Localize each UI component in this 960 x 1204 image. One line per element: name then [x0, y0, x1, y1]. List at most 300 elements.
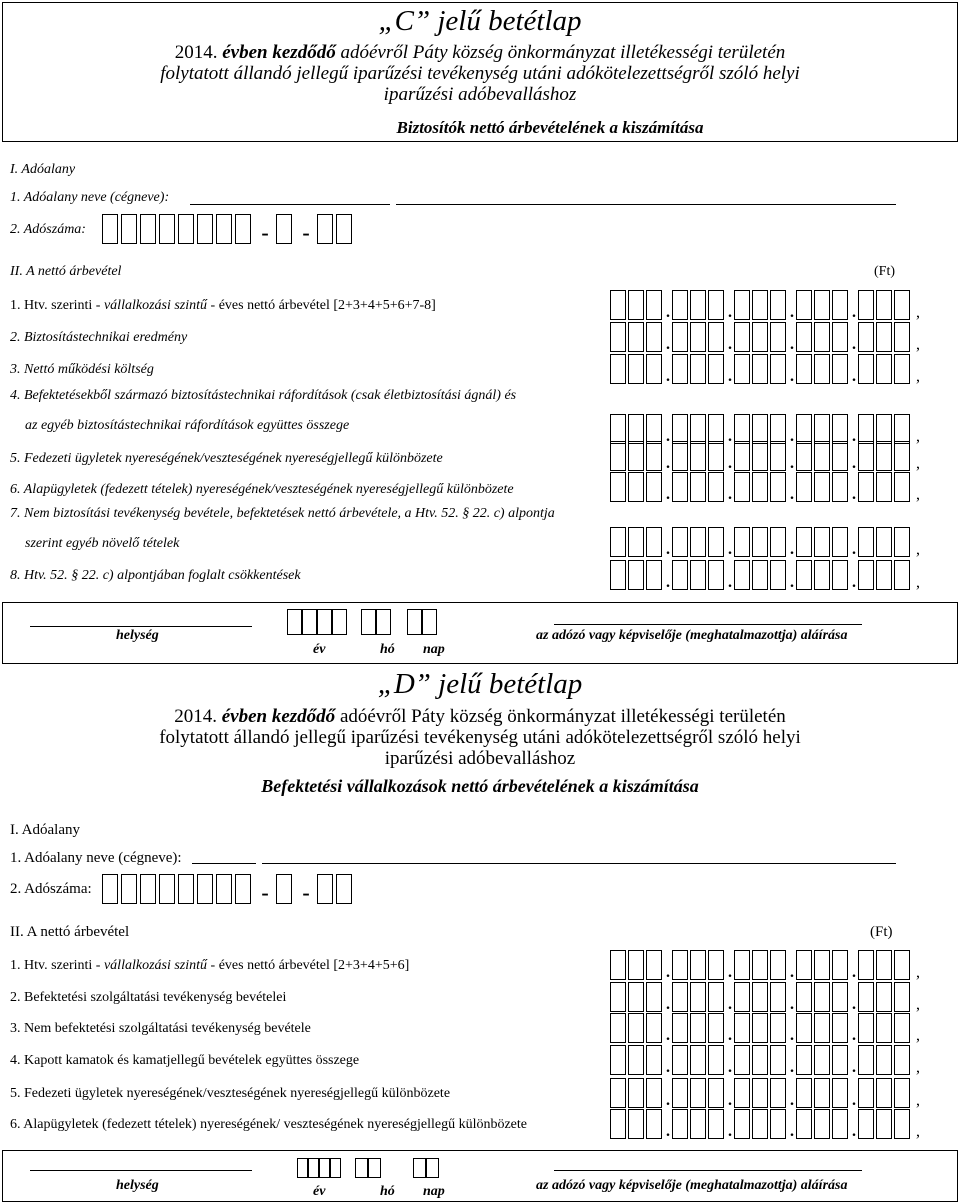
- amount-field-row-6[interactable]: [610, 472, 924, 502]
- digit-box[interactable]: [734, 560, 750, 590]
- digit-box[interactable]: [796, 290, 812, 320]
- digit-box[interactable]: [672, 1013, 688, 1043]
- digit-box[interactable]: [858, 982, 874, 1012]
- digit-box[interactable]: [894, 414, 910, 444]
- form-c-place-line[interactable]: [30, 626, 252, 627]
- digit-box[interactable]: [770, 560, 786, 590]
- digit-box[interactable]: [610, 354, 626, 384]
- amount-field-row-7[interactable]: [610, 527, 924, 557]
- digit-box[interactable]: [368, 1158, 381, 1178]
- row-text: - éves nettó árbevétel [2+3+4+5+6+7-8]: [207, 298, 436, 313]
- digit-box[interactable]: [876, 290, 892, 320]
- digit-box[interactable]: [319, 1158, 330, 1178]
- thousands-separator: .: [790, 304, 794, 321]
- digit-box[interactable]: [796, 950, 812, 980]
- digit-box[interactable]: [216, 874, 232, 904]
- digit-box[interactable]: [814, 472, 830, 502]
- digit-box[interactable]: [734, 1109, 750, 1139]
- thousands-separator: .: [790, 1027, 794, 1044]
- digit-box[interactable]: [734, 472, 750, 502]
- digit-box[interactable]: [628, 950, 644, 980]
- digit-box[interactable]: [646, 322, 662, 352]
- digit-box[interactable]: [894, 1013, 910, 1043]
- form-c-name-field[interactable]: [190, 204, 390, 205]
- digit-box[interactable]: [734, 322, 750, 352]
- row-text: - éves nettó árbevétel [2+3+4+5+6]: [207, 958, 410, 973]
- digit-box[interactable]: [814, 414, 830, 444]
- digit-box[interactable]: [858, 322, 874, 352]
- digit-box[interactable]: [690, 950, 706, 980]
- digit-box[interactable]: [876, 560, 892, 590]
- digit-box[interactable]: [610, 1109, 626, 1139]
- digit-box[interactable]: [121, 874, 137, 904]
- form-d-taxnumber-boxes[interactable]: [102, 874, 355, 904]
- digit-box[interactable]: [752, 1109, 768, 1139]
- digit-box[interactable]: [216, 214, 232, 244]
- digit-box[interactable]: [752, 1078, 768, 1108]
- digit-box[interactable]: [876, 322, 892, 352]
- digit-box[interactable]: [121, 214, 137, 244]
- thousands-separator: .: [790, 368, 794, 385]
- digit-box[interactable]: [796, 414, 812, 444]
- digit-box[interactable]: [832, 322, 848, 352]
- form-c-name-field-ext[interactable]: [396, 204, 896, 205]
- amount-field-row-2[interactable]: [610, 982, 924, 1012]
- digit-box[interactable]: [858, 1109, 874, 1139]
- digit-box[interactable]: [814, 322, 830, 352]
- form-c-row-3: 3. Nettó működési költség: [10, 362, 154, 377]
- digit-box[interactable]: [832, 441, 848, 471]
- digit-box[interactable]: [610, 1013, 626, 1043]
- digit-box[interactable]: [814, 560, 830, 590]
- digit-box[interactable]: [734, 441, 750, 471]
- digit-box[interactable]: [876, 982, 892, 1012]
- digit-box[interactable]: [814, 354, 830, 384]
- digit-box[interactable]: [796, 322, 812, 352]
- digit-box[interactable]: [770, 1078, 786, 1108]
- digit-box[interactable]: [894, 1109, 910, 1139]
- digit-box[interactable]: [858, 1013, 874, 1043]
- digit-box[interactable]: [858, 950, 874, 980]
- digit-box[interactable]: [734, 290, 750, 320]
- digit-box[interactable]: [610, 1078, 626, 1108]
- year-boxes[interactable]: [287, 609, 347, 635]
- digit-box[interactable]: [690, 527, 706, 557]
- digit-box[interactable]: [796, 982, 812, 1012]
- digit-box[interactable]: [894, 1045, 910, 1075]
- digit-box[interactable]: [610, 950, 626, 980]
- digit-box[interactable]: [672, 950, 688, 980]
- digit-box[interactable]: [336, 874, 352, 904]
- digit-box[interactable]: [708, 950, 724, 980]
- digit-box[interactable]: [628, 472, 644, 502]
- form-c-section-taxpayer: I. Adóalany: [10, 162, 76, 177]
- digit-box[interactable]: [690, 322, 706, 352]
- digit-box[interactable]: [796, 1045, 812, 1075]
- digit-box[interactable]: [734, 1045, 750, 1075]
- digit-box[interactable]: [317, 214, 333, 244]
- digit-box[interactable]: [197, 214, 213, 244]
- digit-box[interactable]: [734, 414, 750, 444]
- digit-box[interactable]: [610, 982, 626, 1012]
- digit-box[interactable]: [690, 472, 706, 502]
- digit-box[interactable]: [332, 609, 347, 635]
- digit-box[interactable]: [796, 441, 812, 471]
- digit-box[interactable]: [752, 982, 768, 1012]
- digit-box[interactable]: [770, 527, 786, 557]
- digit-box[interactable]: [610, 527, 626, 557]
- decimal-separator: ,: [916, 428, 920, 445]
- digit-box[interactable]: [708, 354, 724, 384]
- digit-box[interactable]: [832, 950, 848, 980]
- amount-field-row-5[interactable]: [610, 441, 924, 471]
- digit-box[interactable]: [672, 322, 688, 352]
- digit-box[interactable]: [770, 1013, 786, 1043]
- digit-box[interactable]: [708, 982, 724, 1012]
- digit-box[interactable]: [814, 1078, 830, 1108]
- form-c-row-4a: 4. Befektetésekből származó biztosítástechnikai ráfordítások (csak életbiztosítási ágnál) és: [10, 388, 517, 403]
- digit-box[interactable]: [628, 441, 644, 471]
- digit-box[interactable]: [302, 609, 317, 635]
- digit-box[interactable]: [832, 472, 848, 502]
- digit-box[interactable]: [796, 560, 812, 590]
- digit-box[interactable]: [672, 414, 688, 444]
- digit-box[interactable]: [646, 527, 662, 557]
- form-d-day-label: nap: [423, 1184, 445, 1199]
- digit-box[interactable]: [894, 982, 910, 1012]
- digit-box[interactable]: [832, 354, 848, 384]
- digit-box[interactable]: [894, 290, 910, 320]
- digit-box[interactable]: [235, 874, 251, 904]
- digit-box[interactable]: [297, 1158, 308, 1178]
- digit-box[interactable]: [708, 472, 724, 502]
- digit-box[interactable]: [752, 322, 768, 352]
- amount-field-row-2[interactable]: [610, 322, 924, 352]
- digit-box[interactable]: [646, 1109, 662, 1139]
- digit-box[interactable]: [894, 950, 910, 980]
- form-c-date-boxes[interactable]: [287, 609, 437, 635]
- amount-field-row-8[interactable]: [610, 560, 924, 590]
- digit-box[interactable]: [610, 472, 626, 502]
- form-d-date-boxes[interactable]: [297, 1158, 439, 1178]
- digit-box[interactable]: [672, 472, 688, 502]
- digit-box[interactable]: [628, 560, 644, 590]
- digit-box[interactable]: [858, 414, 874, 444]
- digit-box[interactable]: [646, 982, 662, 1012]
- digit-box[interactable]: [646, 950, 662, 980]
- digit-box[interactable]: [646, 441, 662, 471]
- digit-box[interactable]: [276, 874, 292, 904]
- day-boxes[interactable]: [407, 609, 437, 635]
- amount-field-row-6[interactable]: [610, 1109, 924, 1139]
- digit-box[interactable]: [407, 609, 422, 635]
- digit-box[interactable]: [672, 982, 688, 1012]
- amount-field-row-3[interactable]: [610, 1013, 924, 1043]
- digit-box[interactable]: [796, 354, 812, 384]
- digit-box[interactable]: [646, 560, 662, 590]
- digit-box[interactable]: [628, 290, 644, 320]
- digit-box[interactable]: [894, 441, 910, 471]
- form-d-signature-line[interactable]: [554, 1170, 862, 1171]
- digit-box[interactable]: [690, 982, 706, 1012]
- digit-box[interactable]: [159, 214, 175, 244]
- year-boxes[interactable]: [297, 1158, 341, 1178]
- digit-box[interactable]: [894, 472, 910, 502]
- digit-box[interactable]: [814, 441, 830, 471]
- digit-box[interactable]: [690, 290, 706, 320]
- digit-box[interactable]: [355, 1158, 368, 1178]
- digit-box[interactable]: [858, 527, 874, 557]
- digit-box[interactable]: [708, 290, 724, 320]
- digit-box[interactable]: [770, 322, 786, 352]
- digit-box[interactable]: [734, 527, 750, 557]
- digit-box[interactable]: [752, 441, 768, 471]
- form-c-row-1: [10, 298, 436, 314]
- digit-box[interactable]: [832, 982, 848, 1012]
- form-c-taxnumber-boxes[interactable]: [102, 214, 355, 244]
- digit-box[interactable]: [832, 560, 848, 590]
- digit-box[interactable]: [690, 1109, 706, 1139]
- digit-box[interactable]: [858, 354, 874, 384]
- digit-box[interactable]: [858, 290, 874, 320]
- digit-box[interactable]: [690, 441, 706, 471]
- digit-box[interactable]: [690, 1045, 706, 1075]
- digit-box[interactable]: [708, 1045, 724, 1075]
- digit-box[interactable]: [646, 414, 662, 444]
- digit-box[interactable]: [832, 414, 848, 444]
- thousands-separator: .: [852, 428, 856, 445]
- digit-box[interactable]: [672, 290, 688, 320]
- digit-box[interactable]: [646, 354, 662, 384]
- digit-box[interactable]: [734, 950, 750, 980]
- digit-box[interactable]: [770, 290, 786, 320]
- digit-box[interactable]: [708, 414, 724, 444]
- digit-box[interactable]: [796, 1013, 812, 1043]
- digit-box[interactable]: [690, 414, 706, 444]
- digit-box[interactable]: [858, 472, 874, 502]
- digit-box[interactable]: [814, 982, 830, 1012]
- digit-box[interactable]: [770, 472, 786, 502]
- digit-box[interactable]: [770, 982, 786, 1012]
- digit-box[interactable]: [376, 609, 391, 635]
- digit-box[interactable]: [770, 1045, 786, 1075]
- form-d-section-revenue: II. A nettó árbevétel: [10, 924, 130, 940]
- digit-box[interactable]: [708, 441, 724, 471]
- digit-box[interactable]: [814, 1013, 830, 1043]
- digit-box[interactable]: [610, 290, 626, 320]
- digit-box[interactable]: [287, 609, 302, 635]
- digit-box[interactable]: [197, 874, 213, 904]
- digit-box[interactable]: [708, 527, 724, 557]
- digit-box[interactable]: [876, 527, 892, 557]
- digit-box[interactable]: [159, 874, 175, 904]
- digit-box[interactable]: [708, 560, 724, 590]
- digit-box[interactable]: [426, 1158, 439, 1178]
- digit-box[interactable]: [422, 609, 437, 635]
- digit-box[interactable]: [832, 1109, 848, 1139]
- digit-box[interactable]: [708, 1013, 724, 1043]
- digit-box[interactable]: [690, 354, 706, 384]
- digit-box[interactable]: [646, 472, 662, 502]
- digit-box[interactable]: [672, 354, 688, 384]
- digit-box[interactable]: [178, 874, 194, 904]
- digit-box[interactable]: [235, 214, 251, 244]
- amount-field-row-1[interactable]: [610, 950, 924, 980]
- digit-box[interactable]: [708, 1078, 724, 1108]
- amount-field-row-4[interactable]: [610, 1045, 924, 1075]
- digit-box[interactable]: [876, 441, 892, 471]
- digit-box[interactable]: [814, 1045, 830, 1075]
- digit-box[interactable]: [308, 1158, 319, 1178]
- digit-box[interactable]: [178, 214, 194, 244]
- digit-box[interactable]: [814, 950, 830, 980]
- digit-box[interactable]: [628, 982, 644, 1012]
- digit-box[interactable]: [361, 609, 376, 635]
- digit-box[interactable]: [690, 560, 706, 590]
- digit-box[interactable]: [610, 414, 626, 444]
- digit-box[interactable]: [814, 527, 830, 557]
- form-c-signature-line[interactable]: [554, 624, 862, 625]
- digit-box[interactable]: [102, 874, 118, 904]
- amount-field-row-5[interactable]: [610, 1078, 924, 1108]
- digit-box[interactable]: [672, 441, 688, 471]
- digit-box[interactable]: [876, 354, 892, 384]
- digit-box[interactable]: [317, 874, 333, 904]
- digit-box[interactable]: [610, 1045, 626, 1075]
- digit-box[interactable]: [832, 290, 848, 320]
- digit-box[interactable]: [336, 214, 352, 244]
- digit-box[interactable]: [876, 414, 892, 444]
- digit-box[interactable]: [672, 527, 688, 557]
- digit-box[interactable]: [734, 354, 750, 384]
- digit-box[interactable]: [894, 1078, 910, 1108]
- digit-box[interactable]: [672, 1045, 688, 1075]
- digit-box[interactable]: [628, 1078, 644, 1108]
- digit-box[interactable]: [628, 1109, 644, 1139]
- digit-box[interactable]: [734, 982, 750, 1012]
- digit-box[interactable]: [894, 560, 910, 590]
- digit-box[interactable]: [770, 950, 786, 980]
- digit-box[interactable]: [752, 527, 768, 557]
- month-boxes[interactable]: [355, 1158, 381, 1178]
- form-d-name-field-ext[interactable]: [262, 863, 896, 864]
- day-boxes[interactable]: [413, 1158, 439, 1178]
- digit-box[interactable]: [832, 527, 848, 557]
- digit-box[interactable]: [876, 1078, 892, 1108]
- digit-box[interactable]: [734, 1013, 750, 1043]
- digit-box[interactable]: [770, 441, 786, 471]
- digit-box[interactable]: [770, 1109, 786, 1139]
- digit-box[interactable]: [752, 290, 768, 320]
- digit-box[interactable]: [708, 1109, 724, 1139]
- form-d-name-field[interactable]: [192, 863, 256, 864]
- digit-box[interactable]: [876, 950, 892, 980]
- amount-field-row-4[interactable]: [610, 414, 924, 444]
- digit-box[interactable]: [413, 1158, 426, 1178]
- digit-box[interactable]: [646, 1013, 662, 1043]
- digit-box[interactable]: [814, 290, 830, 320]
- digit-box[interactable]: [832, 1013, 848, 1043]
- digit-box[interactable]: [628, 354, 644, 384]
- digit-box[interactable]: [796, 1078, 812, 1108]
- digit-box[interactable]: [628, 1045, 644, 1075]
- form-c-row-8: [10, 568, 301, 584]
- digit-box[interactable]: [894, 354, 910, 384]
- digit-box[interactable]: [672, 1078, 688, 1108]
- digit-box[interactable]: [102, 214, 118, 244]
- digit-box[interactable]: [628, 322, 644, 352]
- thousands-separator: .: [728, 1123, 732, 1140]
- digit-box[interactable]: [770, 414, 786, 444]
- digit-box[interactable]: [708, 322, 724, 352]
- digit-box[interactable]: [832, 1078, 848, 1108]
- digit-box[interactable]: [690, 1013, 706, 1043]
- digit-box[interactable]: [672, 1109, 688, 1139]
- digit-box[interactable]: [752, 950, 768, 980]
- digit-box[interactable]: [752, 414, 768, 444]
- digit-box[interactable]: [796, 527, 812, 557]
- form-d-row-1: [10, 958, 409, 974]
- digit-box[interactable]: [610, 322, 626, 352]
- digit-box[interactable]: [140, 874, 156, 904]
- digit-box[interactable]: [876, 1013, 892, 1043]
- digit-box[interactable]: [140, 214, 156, 244]
- digit-box[interactable]: [814, 1109, 830, 1139]
- digit-box[interactable]: [894, 322, 910, 352]
- digit-box[interactable]: [752, 354, 768, 384]
- form-c-section-revenue: II. A nettó árbevétel: [10, 264, 122, 279]
- amount-field-row-3[interactable]: [610, 354, 924, 384]
- digit-box[interactable]: [628, 414, 644, 444]
- digit-box[interactable]: [858, 441, 874, 471]
- digit-box[interactable]: [646, 1078, 662, 1108]
- digit-box[interactable]: [646, 290, 662, 320]
- thousands-separator: .: [728, 368, 732, 385]
- decimal-separator: ,: [916, 304, 920, 321]
- digit-box[interactable]: [894, 527, 910, 557]
- digit-box[interactable]: [610, 560, 626, 590]
- digit-box[interactable]: [330, 1158, 341, 1178]
- digit-box[interactable]: [610, 441, 626, 471]
- amount-field-row-1[interactable]: [610, 290, 924, 320]
- digit-box[interactable]: [876, 1045, 892, 1075]
- digit-box[interactable]: [276, 214, 292, 244]
- digit-box[interactable]: [628, 527, 644, 557]
- digit-box[interactable]: [770, 354, 786, 384]
- digit-box[interactable]: [876, 1109, 892, 1139]
- month-boxes[interactable]: [361, 609, 391, 635]
- digit-box[interactable]: [690, 1078, 706, 1108]
- digit-box[interactable]: [317, 609, 332, 635]
- digit-box[interactable]: [752, 560, 768, 590]
- digit-box[interactable]: [858, 560, 874, 590]
- digit-box[interactable]: [858, 1045, 874, 1075]
- digit-box[interactable]: [876, 472, 892, 502]
- digit-box[interactable]: [832, 1045, 848, 1075]
- form-d-place-line[interactable]: [30, 1170, 252, 1171]
- digit-box[interactable]: [628, 1013, 644, 1043]
- digit-box[interactable]: [672, 560, 688, 590]
- digit-box[interactable]: [646, 1045, 662, 1075]
- digit-box[interactable]: [752, 1045, 768, 1075]
- digit-box[interactable]: [734, 1078, 750, 1108]
- digit-box[interactable]: [752, 1013, 768, 1043]
- digit-box[interactable]: [858, 1078, 874, 1108]
- thousands-separator: .: [852, 486, 856, 503]
- digit-box[interactable]: [796, 1109, 812, 1139]
- digit-box[interactable]: [752, 472, 768, 502]
- digit-box[interactable]: [796, 472, 812, 502]
